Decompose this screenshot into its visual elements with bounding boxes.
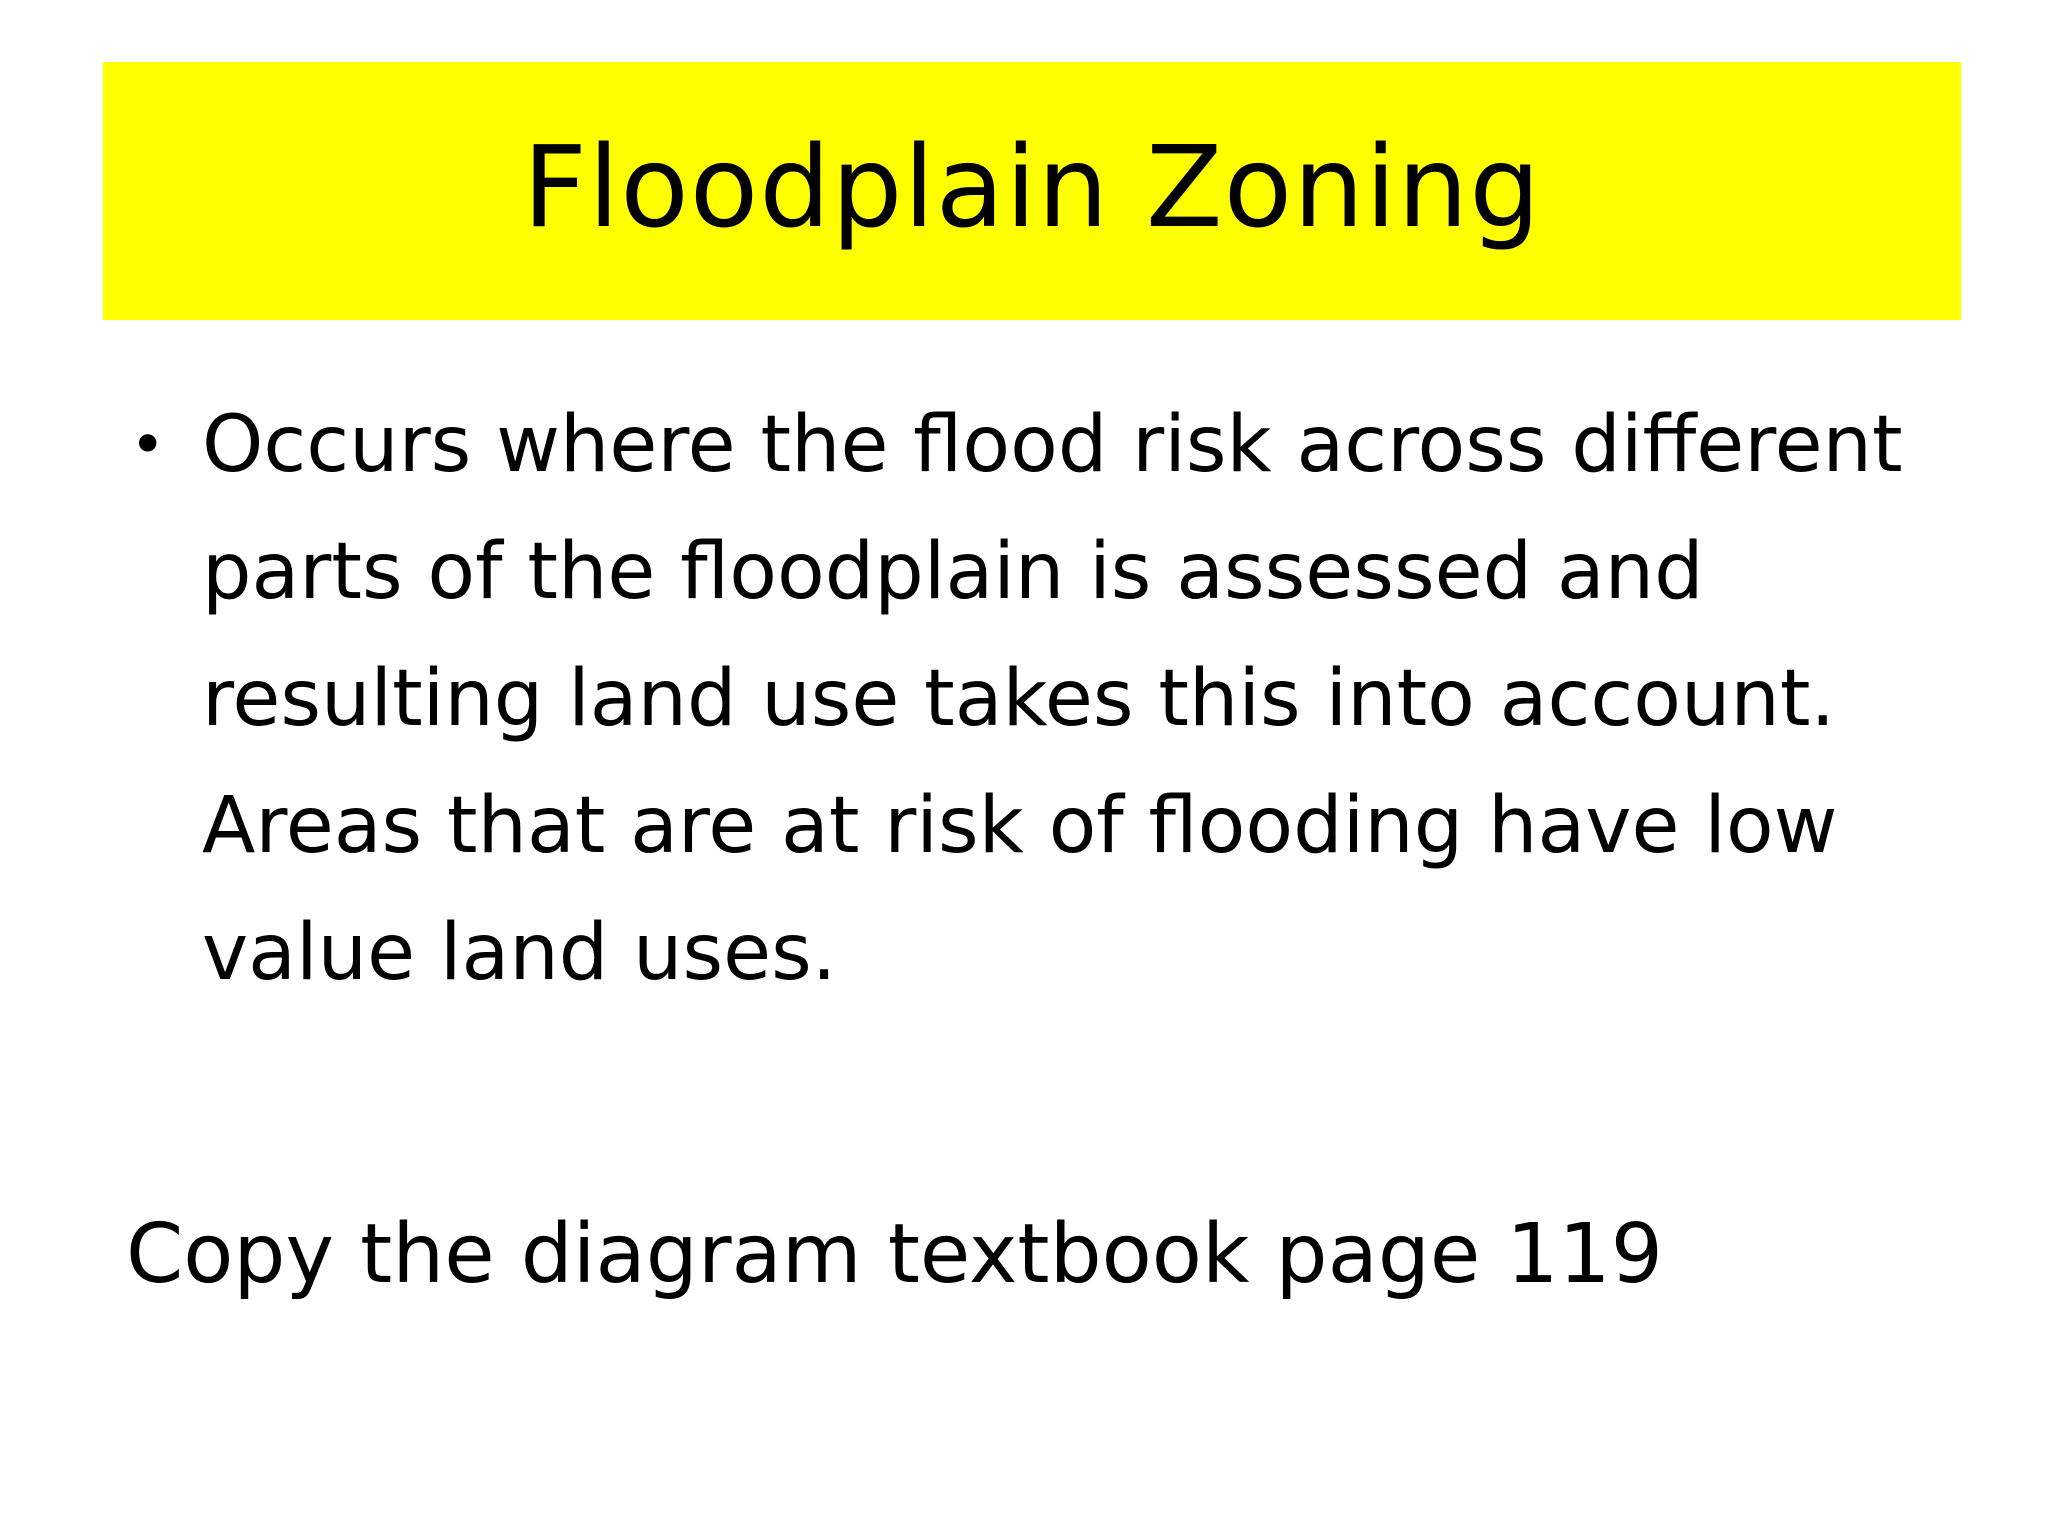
- bullet-text: Occurs where the flood risk across different parts of the floodplain is assessed and resulting land use takes this into account. Areas that are at risk of flooding have low value land uses.: [202, 400, 1903, 998]
- bullet-item: [130, 382, 1980, 1017]
- bullet-marker: •: [130, 410, 166, 480]
- title-banner: [103, 62, 1961, 320]
- footer-instruction: Copy the diagram textbook page 119: [126, 1207, 1663, 1302]
- slide-title: Floodplain Zoning: [522, 123, 1542, 253]
- bullet-list: [130, 382, 1980, 1017]
